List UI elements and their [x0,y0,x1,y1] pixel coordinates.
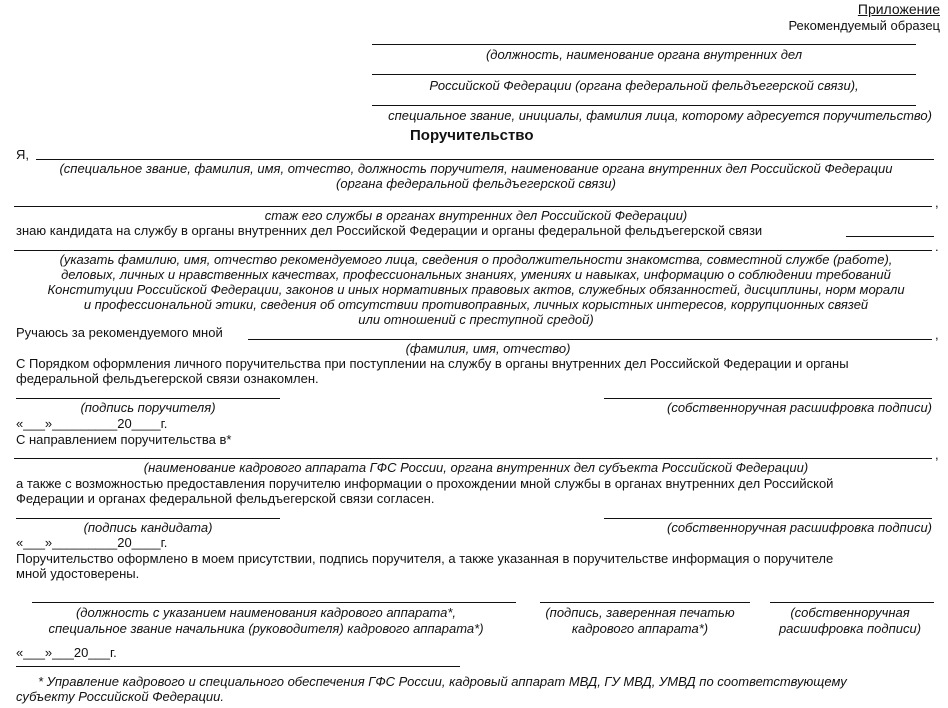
vouch-hint: (фамилия, имя, отчество) [405,341,571,356]
sig3-line-2 [540,602,750,603]
footnote-separator [16,666,460,667]
guarantor-hint-3: стаж его службы в органах внутренних дел Российской Федерации) [264,208,688,223]
direction-text: С направлением поручительства в* [16,432,232,447]
sig3-date: «___»___20___г. [16,645,117,660]
sig3-hint-2a: (подпись, заверенная печатью [545,605,735,620]
candidate-period: . [935,239,939,254]
candidate-line [14,250,932,251]
footnote-line-2: субъекту Российской Федерации. [16,689,224,704]
sig3-hint-1a: (должность с указанием наименования кадрового аппарата*, [75,605,457,620]
sig1-hint-left: (подпись поручителя) [80,400,216,415]
candidate-hint-1: (указать фамилию, имя, отчество рекомендуемого лица, сведения о продолжительности знакомства, совместной службе (работе), [59,252,893,267]
sig2-line-right [604,518,932,519]
document-title: Поручительство [410,127,534,144]
sig3-hint-3a: (собственноручная [790,605,910,620]
sig3-line-3 [770,602,934,603]
footnote-line-1: * Управление кадрового и специального обеспечения ГФС России, кадровый аппарат МВД, ГУ МВД, УМВД по соответствующему [38,674,847,689]
direction-comma: , [935,447,939,462]
sig2-hint-right: (собственноручная расшифровка подписи) [666,520,932,535]
sig1-line-left [16,398,280,399]
candidate-text: знаю кандидата на службу в органы внутренних дел Российской Федерации и органы федеральной фельдъегерской связи [16,223,763,238]
addressee-line-2 [372,74,916,75]
sample-label: Рекомендуемый образец [788,18,940,33]
addressee-hint-3: специальное звание, инициалы, фамилия лица, которому адресуется поручительство) [388,108,932,123]
direction-hint: (наименование кадрового аппарата ГФС России, органа внутренних дел субъекта Российской Федерации) [143,460,809,475]
vouch-line [248,339,932,340]
procedure-line-1: С Порядком оформления личного поручительства при поступлении на службу в органы внутренних дел Российской Федерации и органы [16,356,849,371]
candidate-hint-4: и профессиональной этики, сведения об отсутствии противоправных, личных корыстных интересов, коррупционных связей [83,297,869,312]
sig2-hint-left: (подпись кандидата) [83,520,213,535]
guarantor-hint-2: (органа федеральной фельдъегерской связи) [336,176,616,191]
sig1-hint-right: (собственноручная расшифровка подписи) [666,400,932,415]
guarantor-prefix: Я, [16,147,29,162]
candidate-line-inline [846,236,934,237]
certify-line-2: мной удостоверены. [16,566,140,581]
addressee-hint-1: (должность, наименование органа внутренних дел [485,47,803,62]
procedure-line-2: федеральной фельдъегерской связи ознакомлен. [16,371,319,386]
sig2-line-left [16,518,280,519]
sig1-line-right [604,398,932,399]
sig3-hint-2b: кадрового аппарата*) [571,621,709,636]
sig3-line-1 [32,602,516,603]
guarantor-hint-1: (специальное звание, фамилия, имя, отчество, должность поручителя, наименование органа внутренних дел Российской Федерации [59,161,893,176]
candidate-hint-2: деловых, личных и нравственных качествах, профессиональных знаниях, умениях и навыках, информацию о соблюдении требований [61,267,891,282]
certify-line-1: Поручительство оформлено в моем присутствии, подпись поручителя, а также указанная в поручительстве информация о поручителе [16,551,834,566]
sig3-hint-1b: специальное звание начальника (руководителя) кадрового аппарата*) [48,621,484,636]
vouch-text: Ручаюсь за рекомендуемого мной [16,325,223,340]
sig3-hint-3b: расшифровка подписи) [778,621,922,636]
guarantor-line-2 [14,206,932,207]
appendix-label: Приложение [857,1,940,17]
sig1-date: «___»_________20____г. [16,416,168,431]
candidate-hint-5: или отношений с преступной средой) [358,312,594,327]
direction-agree-1: а также с возможностью предоставления поручителю информации о прохождении мной службы в органах внутренних дел Российской [16,476,834,491]
sig2-date: «___»_________20____г. [16,535,168,550]
vouch-comma: , [935,327,939,342]
addressee-line-1 [372,44,916,45]
guarantor-line [36,159,934,160]
guarantor-comma: , [935,195,939,210]
candidate-hint-3: Конституции Российской Федерации, законов и иных нормативных правовых актов, служебных обязанностей, дисциплины, норм морали [47,282,905,297]
direction-agree-2: Федерации и органах федеральной фельдъегерской связи согласен. [16,491,435,506]
direction-line [14,458,932,459]
addressee-line-3 [372,105,916,106]
addressee-hint-2: Российской Федерации (органа федеральной фельдъегерской связи), [429,78,859,93]
